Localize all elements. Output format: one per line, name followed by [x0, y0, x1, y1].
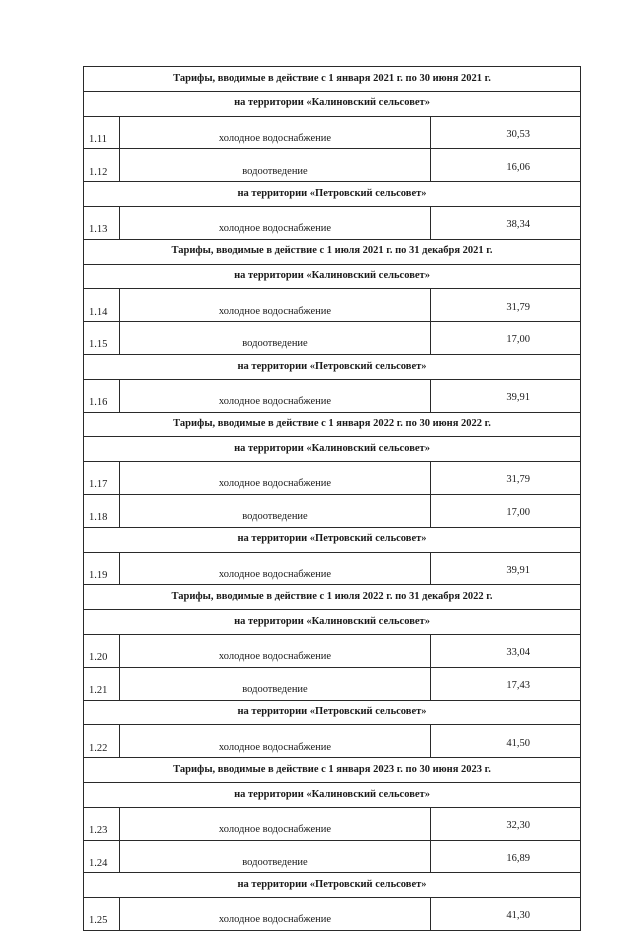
row-number: 1.12: [84, 149, 120, 182]
service-name: холодное водоснабжение: [120, 634, 431, 667]
row-number: 1.24: [84, 840, 120, 873]
service-name: водоотведение: [120, 494, 431, 527]
table-row: [84, 667, 581, 700]
section-header: Тарифы, вводимые в действие с 1 июля 2021 г. по 31 декабря 2021 г.: [84, 239, 581, 264]
table-row: [84, 462, 581, 495]
row-number: 1.18: [84, 494, 120, 527]
tariff-value: 41,30: [431, 898, 581, 931]
row-number: 1.15: [84, 322, 120, 355]
service-name: холодное водоснабжение: [120, 725, 431, 758]
section-header: на территории «Петровский сельсовет»: [84, 354, 581, 379]
row-number: 1.21: [84, 667, 120, 700]
section-header: на территории «Калиновский сельсовет»: [84, 264, 581, 289]
service-name: холодное водоснабжение: [120, 116, 431, 149]
section-header-row: [84, 437, 581, 462]
tariff-value: 31,79: [431, 289, 581, 322]
service-name: холодное водоснабжение: [120, 289, 431, 322]
row-number: 1.25: [84, 898, 120, 931]
section-header: Тарифы, вводимые в действие с 1 января 2022 г. по 30 июня 2022 г.: [84, 412, 581, 437]
service-name: холодное водоснабжение: [120, 379, 431, 412]
table-row: [84, 725, 581, 758]
tariff-value: 17,00: [431, 494, 581, 527]
section-header-row: [84, 91, 581, 116]
table-row: [84, 206, 581, 239]
service-name: холодное водоснабжение: [120, 898, 431, 931]
tariff-value: 33,04: [431, 634, 581, 667]
tariff-value: 16,06: [431, 149, 581, 182]
section-header-row: [84, 610, 581, 635]
section-header-row: [84, 700, 581, 725]
service-name: водоотведение: [120, 149, 431, 182]
tariff-value: 39,91: [431, 379, 581, 412]
section-header-row: [84, 873, 581, 898]
row-number: 1.20: [84, 634, 120, 667]
service-name: холодное водоснабжение: [120, 807, 431, 840]
section-header: на территории «Петровский сельсовет»: [84, 527, 581, 552]
service-name: водоотведение: [120, 667, 431, 700]
service-name: водоотведение: [120, 840, 431, 873]
tariff-value: 17,00: [431, 322, 581, 355]
tariff-value: 17,43: [431, 667, 581, 700]
table-row: [84, 494, 581, 527]
table-row: [84, 322, 581, 355]
table-row: [84, 840, 581, 873]
section-header-row: [84, 758, 581, 783]
table-row: [84, 116, 581, 149]
section-header: Тарифы, вводимые в действие с 1 января 2021 г. по 30 июня 2021 г.: [84, 67, 581, 92]
tariff-table: [83, 66, 581, 931]
tariff-value: 32,30: [431, 807, 581, 840]
section-header: на территории «Калиновский сельсовет»: [84, 91, 581, 116]
table-row: [84, 149, 581, 182]
tariff-value: 38,34: [431, 206, 581, 239]
tariff-table-body: [84, 67, 581, 931]
section-header: Тарифы, вводимые в действие с 1 января 2023 г. по 30 июня 2023 г.: [84, 758, 581, 783]
row-number: 1.11: [84, 116, 120, 149]
tariff-value: 31,79: [431, 462, 581, 495]
table-row: [84, 807, 581, 840]
service-name: холодное водоснабжение: [120, 552, 431, 585]
service-name: холодное водоснабжение: [120, 462, 431, 495]
section-header: на территории «Калиновский сельсовет»: [84, 610, 581, 635]
section-header-row: [84, 527, 581, 552]
section-header-row: [84, 67, 581, 92]
table-row: [84, 289, 581, 322]
row-number: 1.14: [84, 289, 120, 322]
section-header: на территории «Петровский сельсовет»: [84, 182, 581, 207]
service-name: водоотведение: [120, 322, 431, 355]
tariff-value: 39,91: [431, 552, 581, 585]
section-header: на территории «Калиновский сельсовет»: [84, 782, 581, 807]
section-header: Тарифы, вводимые в действие с 1 июля 2022 г. по 31 декабря 2022 г.: [84, 585, 581, 610]
table-row: [84, 898, 581, 931]
tariff-value: 16,89: [431, 840, 581, 873]
section-header: на территории «Петровский сельсовет»: [84, 873, 581, 898]
tariff-value: 41,50: [431, 725, 581, 758]
section-header-row: [84, 585, 581, 610]
table-row: [84, 379, 581, 412]
section-header-row: [84, 264, 581, 289]
section-header-row: [84, 182, 581, 207]
section-header-row: [84, 782, 581, 807]
section-header-row: [84, 354, 581, 379]
row-number: 1.16: [84, 379, 120, 412]
row-number: 1.23: [84, 807, 120, 840]
section-header-row: [84, 412, 581, 437]
section-header: на территории «Калиновский сельсовет»: [84, 437, 581, 462]
table-row: [84, 552, 581, 585]
service-name: холодное водоснабжение: [120, 206, 431, 239]
tariff-value: 30,53: [431, 116, 581, 149]
row-number: 1.13: [84, 206, 120, 239]
row-number: 1.19: [84, 552, 120, 585]
section-header: на территории «Петровский сельсовет»: [84, 700, 581, 725]
row-number: 1.22: [84, 725, 120, 758]
section-header-row: [84, 239, 581, 264]
table-row: [84, 634, 581, 667]
row-number: 1.17: [84, 462, 120, 495]
